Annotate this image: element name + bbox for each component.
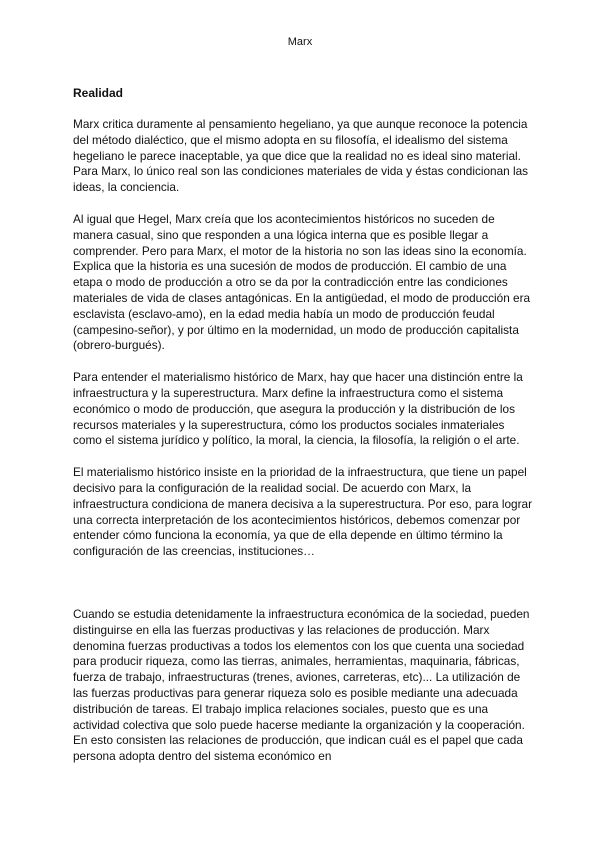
paragraph-3: Para entender el materialismo histórico de Marx, hay que hacer una distinción entre la infraestructura y la superestructura. Marx define la infraestructura como el sistema económico o modo de producción, que asegura la producción y la distribución de los recursos materiales y la superestructura, cómo los productos sociales inmateriales como el sistema jurídico y político, la moral, la ciencia, la filosofía, la religión o el arte.: [73, 370, 523, 448]
paragraph-4: El materialismo histórico insiste en la prioridad de la infraestructura, que tiene un papel decisivo para la configuración de la realidad social. De acuerdo con Marx, la infraestructura condiciona de manera decisiva a la superestructura. Por eso, para lograr una correcta interpretación de los acontecimientos históricos, debemos comenzar por entender cómo funciona la economía, ya que de ella depende en último término la configuración de las creencias, instituciones…: [73, 465, 533, 559]
paragraph-2: Al igual que Hegel, Marx creía que los acontecimientos históricos no suceden de manera casual, sino que responden a una lógica interna que es posible llegar a comprender. Pero para Marx, el motor de la historia no son las ideas sino la economía. Explica que la historia es una sucesión de modos de producción. El cambio de una etapa o modo de producción a otro se da por la contradicción entre las condiciones materiales de vida de clases antagónicas. En la antigüedad, el modo de producción era esclavista (esclavo-amo), en la edad media había un modo de producción feudal (campesino-señor), y por último en la modernidad, un modo de producción capitalista (obrero-burgués).: [73, 211, 531, 353]
document-body: [73, 86, 533, 765]
paragraph-1: Marx critica duramente al pensamiento hegeliano, ya que aunque reconoce la potencia del método dialéctico, que el mismo adopta en su filosofía, el idealismo del sistema hegeliano le parece inaceptable, ya que dice que la realidad no es ideal sino material. Para Marx, lo único real son las condiciones materiales de vida y éstas condicionan las ideas, la conciencia.: [73, 117, 529, 195]
paragraph-5: Cuando se estudia detenidamente la infraestructura económica de la sociedad, pueden distinguirse en ella las fuerzas productivas y las relaciones de producción. Marx denomina fuerzas productivas a todos los elementos con los que cuenta una sociedad para producir riqueza, como las tierras, animales, herramientas, maquinaria, fábricas, fuerza de trabajo, infraestructuras (trenes, aviones, carreteras, etc)... La utilización de las fuerzas productivas para generar riqueza solo es posible mediante una adecuada distribución de tareas. El trabajo implica relaciones sociales, puesto que es una actividad colectiva que solo puede hacerse mediante la organización y la cooperación. En esto consisten las relaciones de producción, que indican cuál es el papel que cada persona adopta dentro del sistema económico en: [73, 606, 530, 764]
section-heading: Realidad: [73, 86, 124, 100]
running-header: Marx: [287, 36, 313, 48]
